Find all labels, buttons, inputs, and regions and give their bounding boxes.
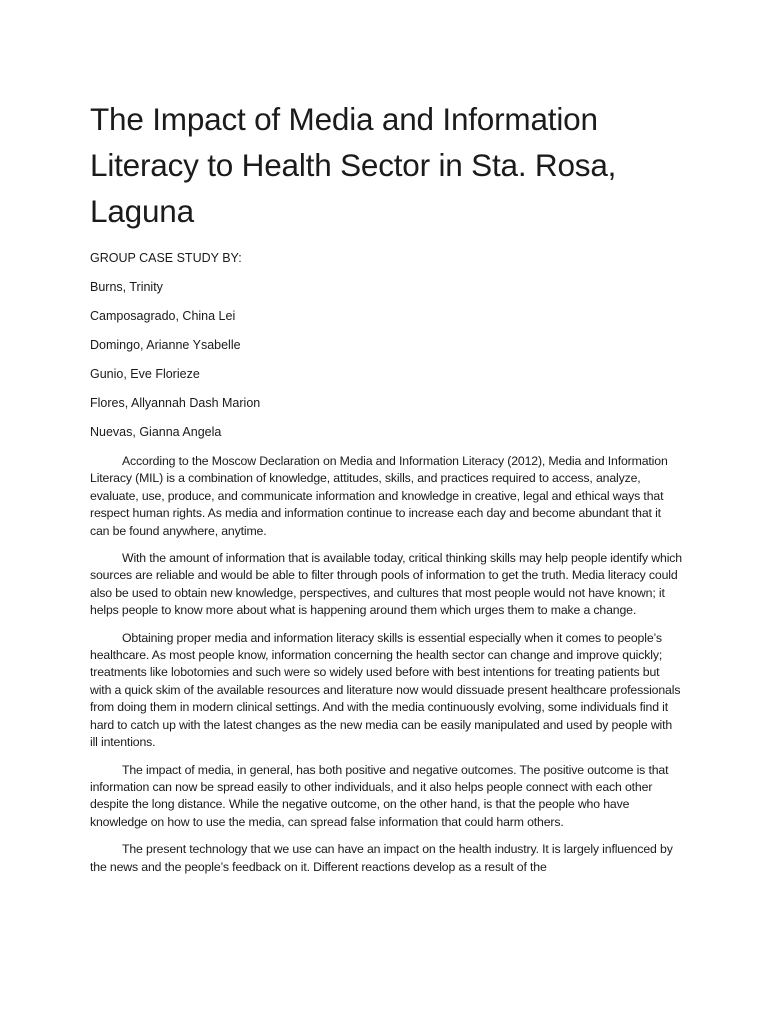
body-paragraph: The impact of media, in general, has both positive and negative outcomes. The positive outcome is that information can now be spread easily to other individuals, and it also helps people connect with each other despite the long distance. While the negative outcome, on the other hand, is that the people who have knowledge on how to use the media, can spread false information that could harm others. <box>90 762 669 829</box>
author-name: Flores, Allyannah Dash Marion <box>90 396 261 410</box>
document-page <box>90 96 682 886</box>
author-name: Camposagrado, China Lei <box>90 309 236 323</box>
document-body <box>90 453 682 876</box>
document-title: The Impact of Media and Information Literacy to Health Sector in Sta. Rosa, Laguna <box>90 101 617 229</box>
author-name: Nuevas, Gianna Angela <box>90 425 222 439</box>
body-paragraph: With the amount of information that is available today, critical thinking skills may help people identify which sources are reliable and would be able to filter through pools of information to get the truth. Media literacy could also be used to obtain new knowledge, perspectives, and cultures that most people would not have known; it helps people to know more about what is happening around them which urges them to make a change. <box>90 551 682 618</box>
author-name: Domingo, Arianne Ysabelle <box>90 338 241 352</box>
author-name: Gunio, Eve Florieze <box>90 367 200 381</box>
author-list <box>90 279 682 440</box>
author-name: Burns, Trinity <box>90 280 163 294</box>
body-paragraph: The present technology that we use can have an impact on the health industry. It is largely influenced by the news and the people’s feedback on it. Different reactions develop as a result of the <box>90 842 673 874</box>
byline: GROUP CASE STUDY BY: <box>90 251 242 265</box>
body-paragraph: According to the Moscow Declaration on Media and Information Literacy (2012), Media and Information Literacy (MIL) is a combination of knowledge, attitudes, skills, and practices required to access, analyze, evaluate, use, produce, and communicate information and knowledge in creative, legal and ethical ways that respect human rights. As media and information continue to increase each day and become abundant that it can be found anywhere, anytime. <box>90 454 668 538</box>
body-paragraph: Obtaining proper media and information literacy skills is essential especially when it comes to people’s healthcare. As most people know, information concerning the health sector can change and improve quickly; treatments like lobotomies and such were so widely used before with best intentions for treating patients but with a quick skim of the available resources and literature now would dissuade present healthcare professionals from doing them in modern clinical settings. And with the media continuously evolving, some individuals find it hard to catch up with the latest changes as the new media can be easily manipulated and used by people with ill intentions. <box>90 630 681 750</box>
